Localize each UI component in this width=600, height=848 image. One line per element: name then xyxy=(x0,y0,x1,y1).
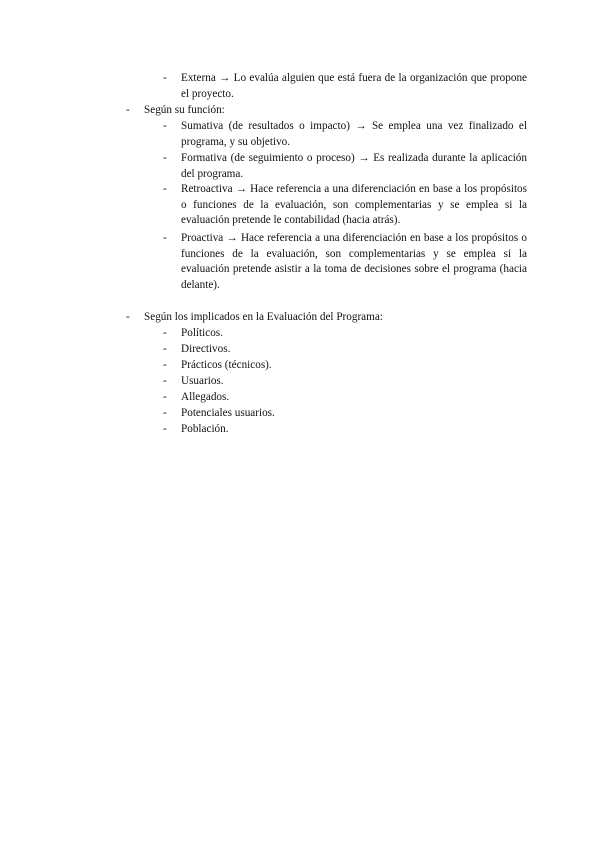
list-item-text: Usuarios. xyxy=(181,375,224,387)
list-item-text: Proactiva → Hace referencia a una diferenciación en base a los propósitos o funciones de la evaluación, son complementarias y se emplea si la evaluación pretende asistir a la toma de decisiones sobre el programa (hacia delante). xyxy=(181,232,527,291)
bullet-dash: - xyxy=(163,391,167,403)
bullet-dash: - xyxy=(163,232,167,244)
bullet-dash: - xyxy=(163,327,167,339)
list-item-text: Potenciales usuarios. xyxy=(181,407,275,419)
list-item-text: Sumativa (de resultados o impacto) → Se emplea una vez finalizado el programa, y su objetivo. xyxy=(181,120,527,148)
list-item-text: Prácticos (técnicos). xyxy=(181,359,272,371)
list-item-text: Allegados. xyxy=(181,391,230,403)
list-item-text: Políticos. xyxy=(181,327,223,339)
section-heading: Según los implicados en la Evaluación del Programa: xyxy=(144,311,383,323)
list-item-text: Externa → Lo evalúa alguien que está fuera de la organización que propone el proyecto. xyxy=(181,72,527,100)
list-item-text: Formativa (de seguimiento o proceso) → Es realizada durante la aplicación del programa. xyxy=(181,152,527,180)
list-item-text: Población. xyxy=(181,423,229,435)
bullet-dash: - xyxy=(163,407,167,419)
bullet-dash: - xyxy=(126,104,130,116)
bullet-dash: - xyxy=(163,359,167,371)
bullet-dash: - xyxy=(163,183,167,195)
section-heading: Según su función: xyxy=(144,104,225,116)
list-item-text: Retroactiva → Hace referencia a una diferenciación en base a los propósitos o funciones de la evaluación, son complementarias y se emplea si la evaluación pretende le contabilidad (hacia atrás). xyxy=(181,183,527,227)
bullet-dash: - xyxy=(163,375,167,387)
bullet-dash: - xyxy=(163,72,167,84)
bullet-dash: - xyxy=(163,423,167,435)
bullet-dash: - xyxy=(163,343,167,355)
bullet-dash: - xyxy=(163,152,167,164)
bullet-dash: - xyxy=(126,311,130,323)
list-item-text: Directivos. xyxy=(181,343,231,355)
bullet-dash: - xyxy=(163,120,167,132)
